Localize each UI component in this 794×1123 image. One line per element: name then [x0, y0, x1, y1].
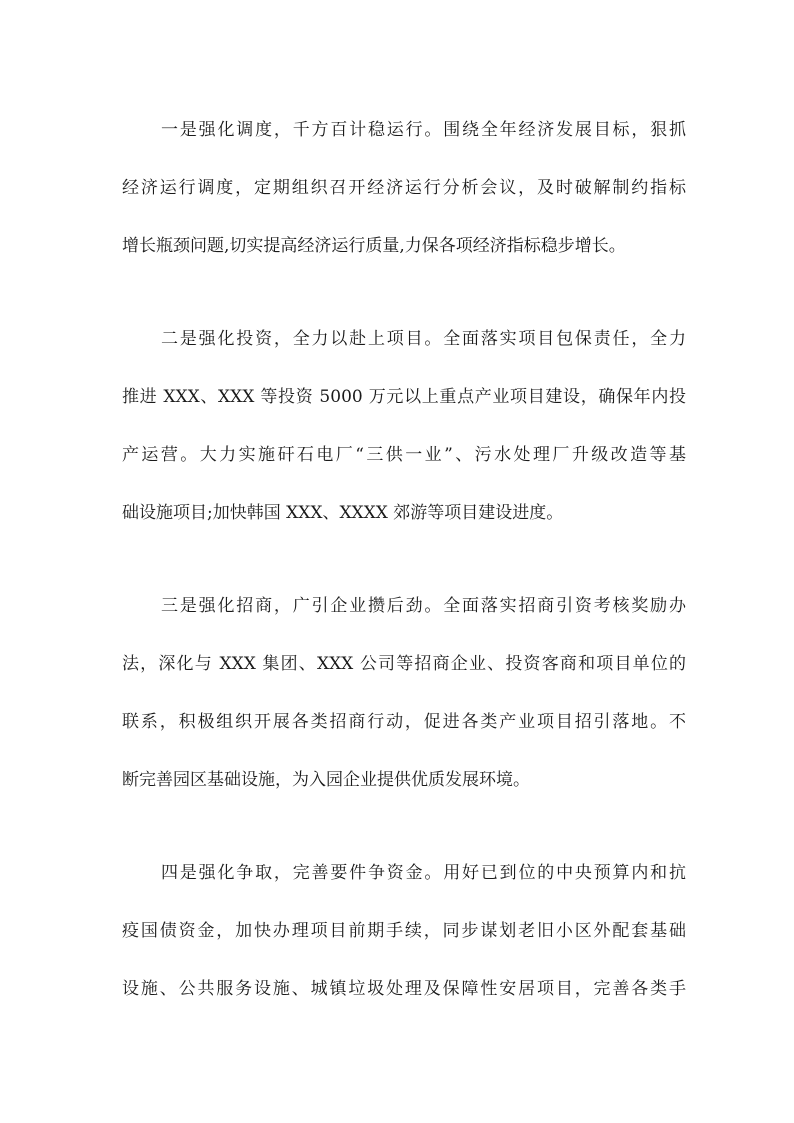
- paragraph-2-line-3: 产运营。大力实施矸石电厂“三供一业”、污水处理厂升级改造等基: [122, 445, 686, 465]
- paragraph-2-line-2: 推进 XXX、XXX 等投资 5000 万元以上重点产业项目建设，确保年内投: [122, 387, 686, 407]
- paragraph-1-line-1: 一是强化调度，千方百计稳运行。围绕全年经济发展目标，狠抓: [161, 120, 686, 140]
- paragraph-4-line-3: 设施、公共服务设施、城镇垃圾处理及保障性安居项目，完善各类手: [122, 979, 686, 999]
- paragraph-3-line-4: 断完善园区基础设施，为入园企业提供优质发展环境。: [122, 770, 530, 790]
- paragraph-2-line-4: 础设施项目;加快韩国 XXX、XXXX 郊游等项目建设进度。: [122, 503, 564, 523]
- paragraph-4-line-1: 四是强化争取，完善要件争资金。用好已到位的中央预算内和抗: [161, 863, 686, 883]
- paragraph-3-line-2: 法，深化与 XXX 集团、XXX 公司等招商企业、投资客商和项目单位的: [122, 654, 686, 674]
- document-body: [122, 112, 686, 1029]
- paragraph-3-line-3: 联系，积极组织开展各类招商行动，促进各类产业项目招引落地。不: [122, 712, 686, 732]
- paragraph-gap: [122, 820, 686, 855]
- paragraph-gap: [122, 286, 686, 321]
- paragraph-gap: [122, 553, 686, 588]
- paragraph-1-line-3: 增长瓶颈问题,切实提高经济运行质量,力保各项经济指标稳步增长。: [122, 236, 626, 256]
- paragraph-2-line-1: 二是强化投资，全力以赴上项目。全面落实项目包保责任，全力: [161, 329, 686, 349]
- paragraph-1-line-2: 经济运行调度，定期组织召开经济运行分析会议，及时破解制约指标: [122, 178, 686, 198]
- paragraph-4-line-2: 疫国债资金，加快办理项目前期手续，同步谋划老旧小区外配套基础: [122, 921, 686, 941]
- paragraph-3-line-1: 三是强化招商，广引企业攒后劲。全面落实招商引资考核奖励办: [161, 596, 686, 616]
